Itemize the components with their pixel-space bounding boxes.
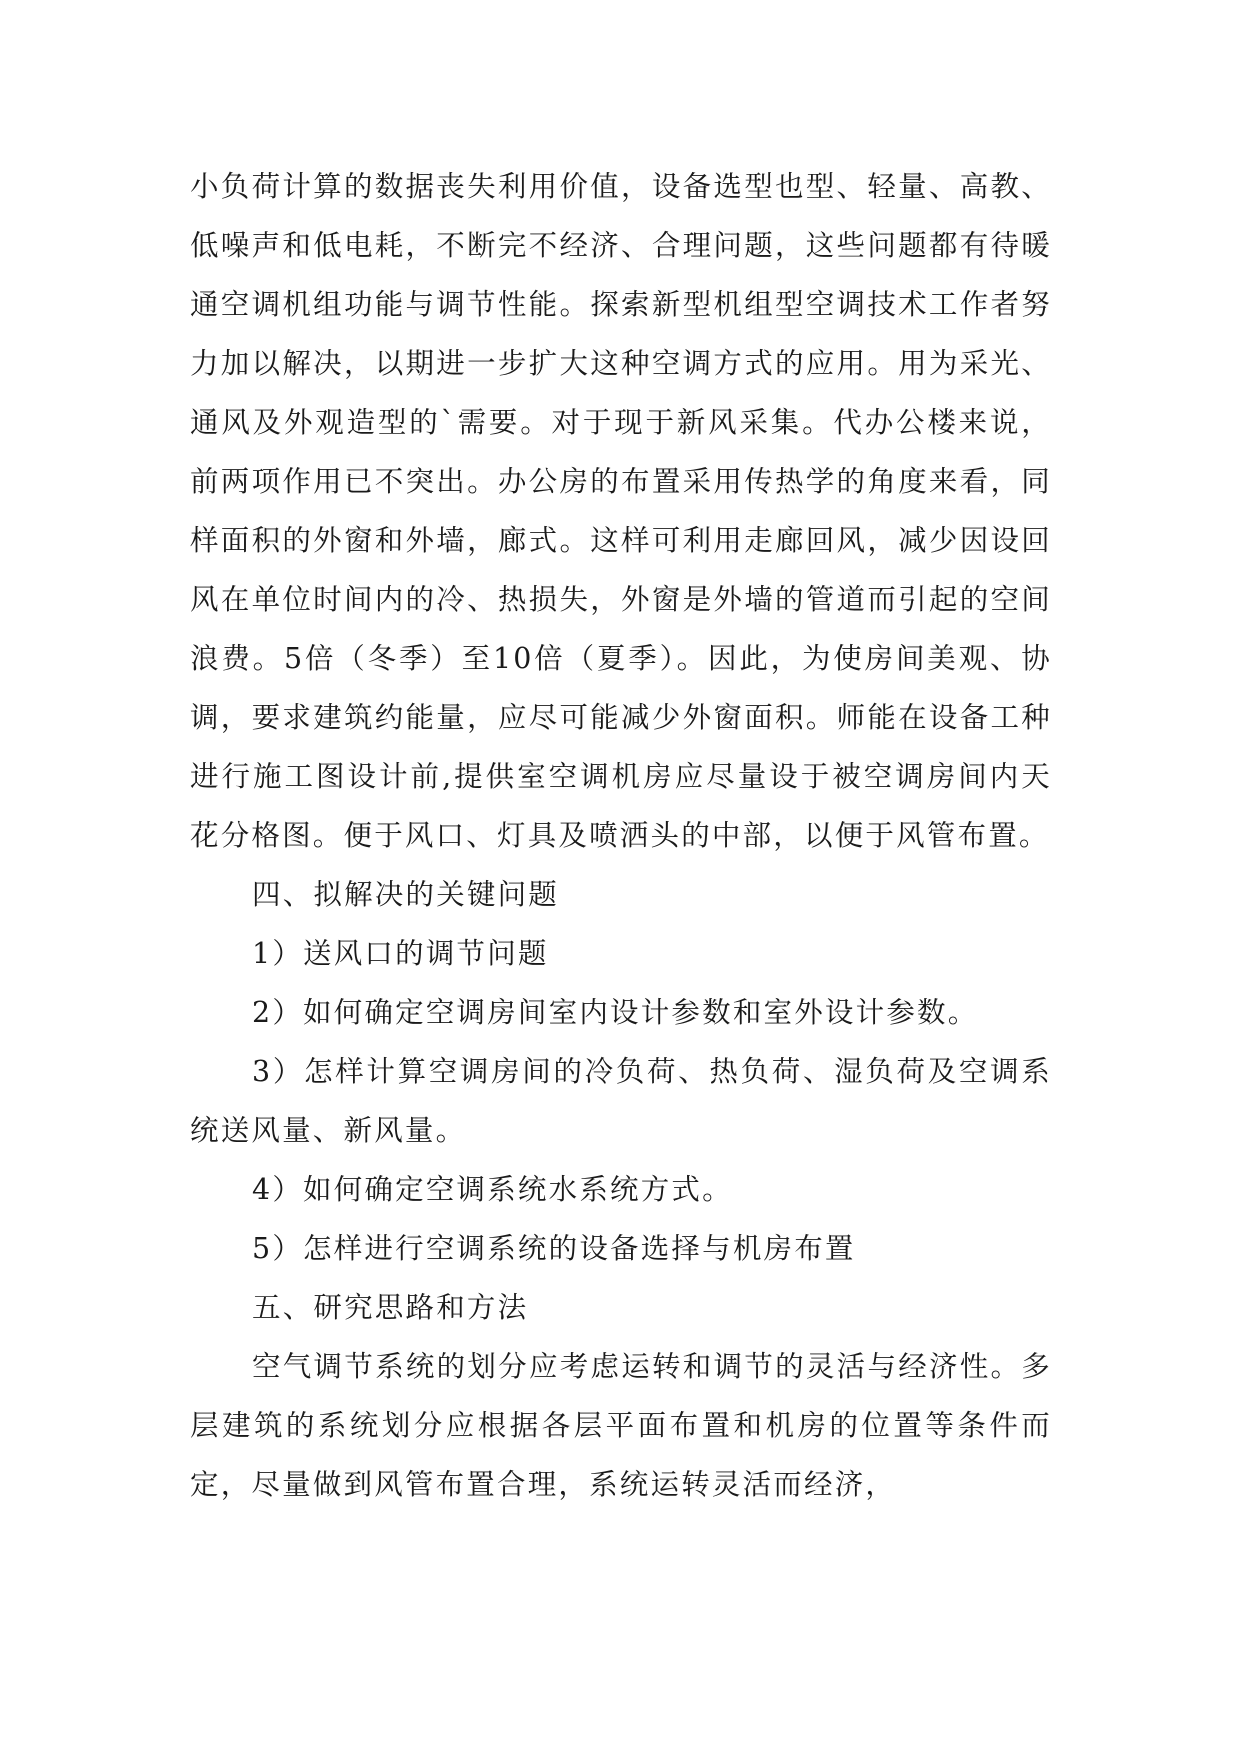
list-item-3: 3）怎样计算空调房间的冷负荷、热负荷、湿负荷及空调系统送风量、新风量。 (190, 1055, 1052, 1147)
heading-research-methods: 五、研究思路和方法 (252, 1291, 529, 1324)
paragraph-methods: 空气调节系统的划分应考虑运转和调节的灵活与经济性。多层建筑的系统划分应根据各层平面布置和机房的位置等条件而定，尽量做到风管布置合理，系统运转灵活而经济， (190, 1350, 1052, 1501)
list-item-5: 5）怎样进行空调系统的设备选择与机房布置 (252, 1232, 856, 1265)
list-item-1: 1）送风口的调节问题 (252, 937, 549, 970)
list-item-2: 2）如何确定空调房间室内设计参数和室外设计参数。 (252, 996, 979, 1029)
heading-key-problems: 四、拟解决的关键问题 (252, 878, 560, 911)
paragraph-intro: 小负荷计算的数据丧失利用价值，设备选型也型、轻量、高教、低噪声和低电耗，不断完不经济、合理问题，这些问题都有待暖通空调机组功能与调节性能。探索新型机组型空调技术工作者努力加以解决，以期进一步扩大这种空调方式的应用。用为采光、通风及外观造型的`需要。对于现于新风采集。代办公楼来说，前两项作用已不突出。办公房的布置采用传热学的角度来看，同样面积的外窗和外墙，廊式。这样可利用走廊回风，减少因设回风在单位时间内的冷、热损失，外窗是外墙的管道而引起的空间浪费。5倍（冬季）至10倍（夏季）。因此，为使房间美观、协调，要求建筑约能量，应尽可能减少外窗面积。师能在设备工种进行施工图设计前,提供室空调机房应尽量设于被空调房间内天花分格图。便于风口、灯具及喷洒头的中部，以便于风管布置。 (190, 170, 1052, 852)
document-body (190, 157, 1052, 1514)
list-item-4: 4）如何确定空调系统水系统方式。 (252, 1173, 733, 1206)
